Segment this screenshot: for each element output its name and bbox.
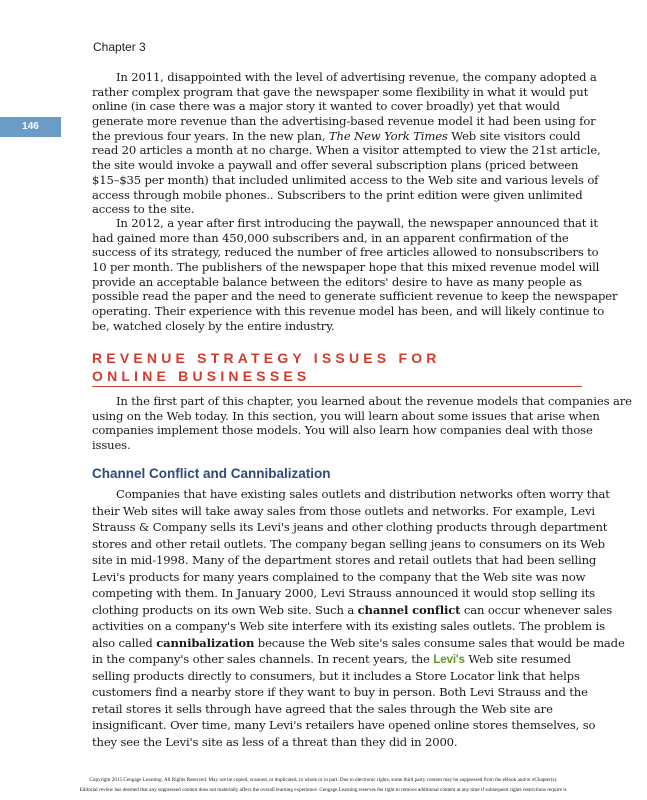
text-line (92, 70, 597, 85)
key-term: channel conflict (357, 602, 461, 617)
subheading: Channel Conflict and Cannibalization (92, 466, 331, 481)
text-span: can occur whenever sales (460, 602, 613, 617)
text-span: activities on a company's Web site interfere with its existing sales outlets. The problem is (92, 619, 605, 633)
text-line (92, 684, 588, 701)
text-line (92, 536, 605, 553)
text-span: be, watched closely by the entire industry. (92, 318, 335, 333)
page-number-tab: 146 (0, 117, 61, 137)
text-span: Strauss & Company sells its Levi's jeans and other clothing products through department (92, 520, 608, 534)
key-term: cannibalization (156, 635, 255, 650)
text-span: their Web sites will take away sales from those outlets and networks. For example, Levi (92, 503, 595, 518)
text-span: companies implement those models. You will also learn how companies deal with those (92, 423, 593, 438)
text-line (92, 635, 625, 652)
text-span: the previous four years. In the new plan, (92, 128, 329, 143)
text-line (92, 701, 572, 718)
text-span: selling products directly to consumers, but it includes a Store Locator link that helps (92, 668, 580, 683)
text-span: using on the Web today. In this section, you will learn about some issues that arise when (92, 408, 600, 423)
text-line (92, 503, 595, 520)
text-span: the site would invoke a paywall and offer several subscription plans (priced between (92, 158, 579, 173)
text-line (92, 274, 582, 290)
text-span: access to the site. (92, 202, 195, 217)
text-line (92, 408, 600, 424)
text-line (92, 202, 572, 217)
text-span: online (in case there was a major story it wanted to cover broadly) yet that would (92, 99, 560, 114)
text-span: Levi's products for many years complained to the company that the Web site was now (92, 569, 586, 584)
text-line (92, 260, 600, 275)
text-span: customers find a nearby store if they want to buy in person. Both Levi Strauss and the (92, 685, 588, 699)
text-line (92, 143, 601, 158)
text-line (92, 394, 632, 409)
text-span: competing with them. In January 2000, Levi Strauss announced it would stop selling its (92, 586, 595, 600)
text-span: Web site resumed (464, 652, 571, 666)
text-span: clothing products on its own Web site. Such a (92, 602, 358, 617)
text-line (92, 585, 595, 602)
paragraph-paywall-2011 (92, 70, 601, 217)
copyright-footer-line: Copyright 2015 Cengage Learning. All Rights Reserved. May not be copied, scanned, or duplicated, in whole or in part. Due to electronic rights, some third party content may be suppressed from the eBook and/or eChapter(s). (89, 777, 558, 783)
text-span: possible read the paper and the need to generate sufficient revenue to keep the newspaper (92, 289, 618, 304)
text-span: 10 per month. The publishers of the newspaper hope that this mixed revenue model will (92, 260, 600, 275)
paragraph-paywall-2012 (92, 216, 618, 334)
text-span: access through mobile phones.. Subscribers to the print edition were given unlimited (92, 187, 583, 202)
text-line (92, 734, 572, 751)
text-line (92, 289, 618, 304)
text-span: In 2011, disappointed with the level of advertising revenue, the company adopted a (116, 70, 597, 84)
text-span: Companies that have existing sales outlets and distribution networks often worry that (116, 487, 610, 501)
text-line (92, 319, 572, 334)
text-span: provide an acceptable balance between the editors' desire to have as many people as (92, 274, 582, 289)
text-span: insignificant. Over time, many Levi's retailers have opened online stores themselves, so (92, 718, 596, 732)
text-span: because the Web site's sales consume sales that would be made (254, 635, 625, 650)
section-heading (92, 349, 582, 387)
text-line (92, 99, 572, 114)
text-line (92, 128, 581, 144)
text-line (92, 486, 610, 503)
text-span: In 2012, a year after first introducing the paywall, the newspaper announced that it (116, 216, 598, 230)
text-span: $15–$35 per month) that included unlimited access to the Web site and various levels of (92, 172, 599, 187)
text-span: also called (92, 635, 157, 650)
text-span: had gained more than 450,000 subscribers and, in an apparent confirmation of the (92, 230, 569, 245)
text-line (92, 618, 605, 635)
text-span: retail stores it sells through have agreed that the sales through the Web site are (92, 701, 553, 716)
paragraph-section-intro (92, 394, 632, 453)
text-line (92, 216, 598, 231)
text-line (92, 231, 572, 246)
text-span: operating. Their experience with this revenue model has been, and will likely continue to (92, 304, 605, 319)
text-span: rather complex program that gave the newspaper some flexibility in what it would put (92, 84, 589, 99)
text-span: they see the Levi's site as less of a threat than they did in 2000. (92, 734, 458, 749)
text-span: success of its strategy, reduced the number of free articles allowed to nonsubscribers to (92, 245, 599, 260)
section-heading-line: ONLINE BUSINESSES (92, 368, 311, 384)
chapter-label: Chapter 3 (93, 40, 146, 54)
text-line (92, 304, 605, 319)
text-line (92, 172, 599, 188)
text-line (92, 569, 586, 586)
text-line (92, 114, 596, 129)
text-line (92, 245, 599, 260)
text-line (92, 602, 613, 619)
paragraph-channel-conflict (92, 486, 625, 750)
section-heading-line: REVENUE STRATEGY ISSUES FOR (92, 350, 441, 366)
text-span: read 20 articles a month at no charge. When a visitor attempted to view the 21st article, (92, 143, 601, 158)
italic-title: The New York Times (328, 128, 448, 143)
text-line (92, 438, 572, 453)
text-line (92, 552, 597, 569)
levis-link[interactable]: Levi's (433, 653, 465, 666)
text-line (92, 187, 583, 203)
text-span: stores and other retail outlets. The company began selling jeans to consumers on its Web (92, 536, 605, 551)
text-span: site in mid-1998. Many of the department stores and retail outlets that had been selling (92, 553, 597, 567)
text-line (92, 717, 596, 734)
text-line (92, 158, 579, 173)
text-span: Web site visitors could (447, 128, 581, 143)
text-line (92, 668, 580, 685)
text-line (92, 651, 572, 668)
text-span: In the first part of this chapter, you learned about the revenue models that companies are (116, 394, 632, 408)
text-span: generate more revenue than the advertising-based revenue model it had been using for (92, 114, 596, 129)
text-span: issues. (92, 438, 131, 453)
text-span: in the company's other sales channels. In recent years, the (92, 652, 434, 666)
text-line (92, 519, 608, 536)
text-line (92, 423, 593, 438)
copyright-footer-line: Editorial review has deemed that any suppressed content does not materially affect the overall learning experience. Cengage Learning reserves the right to remove additional content at any time if subsequent rights restrictions require it. (79, 787, 568, 793)
text-line (92, 84, 589, 100)
